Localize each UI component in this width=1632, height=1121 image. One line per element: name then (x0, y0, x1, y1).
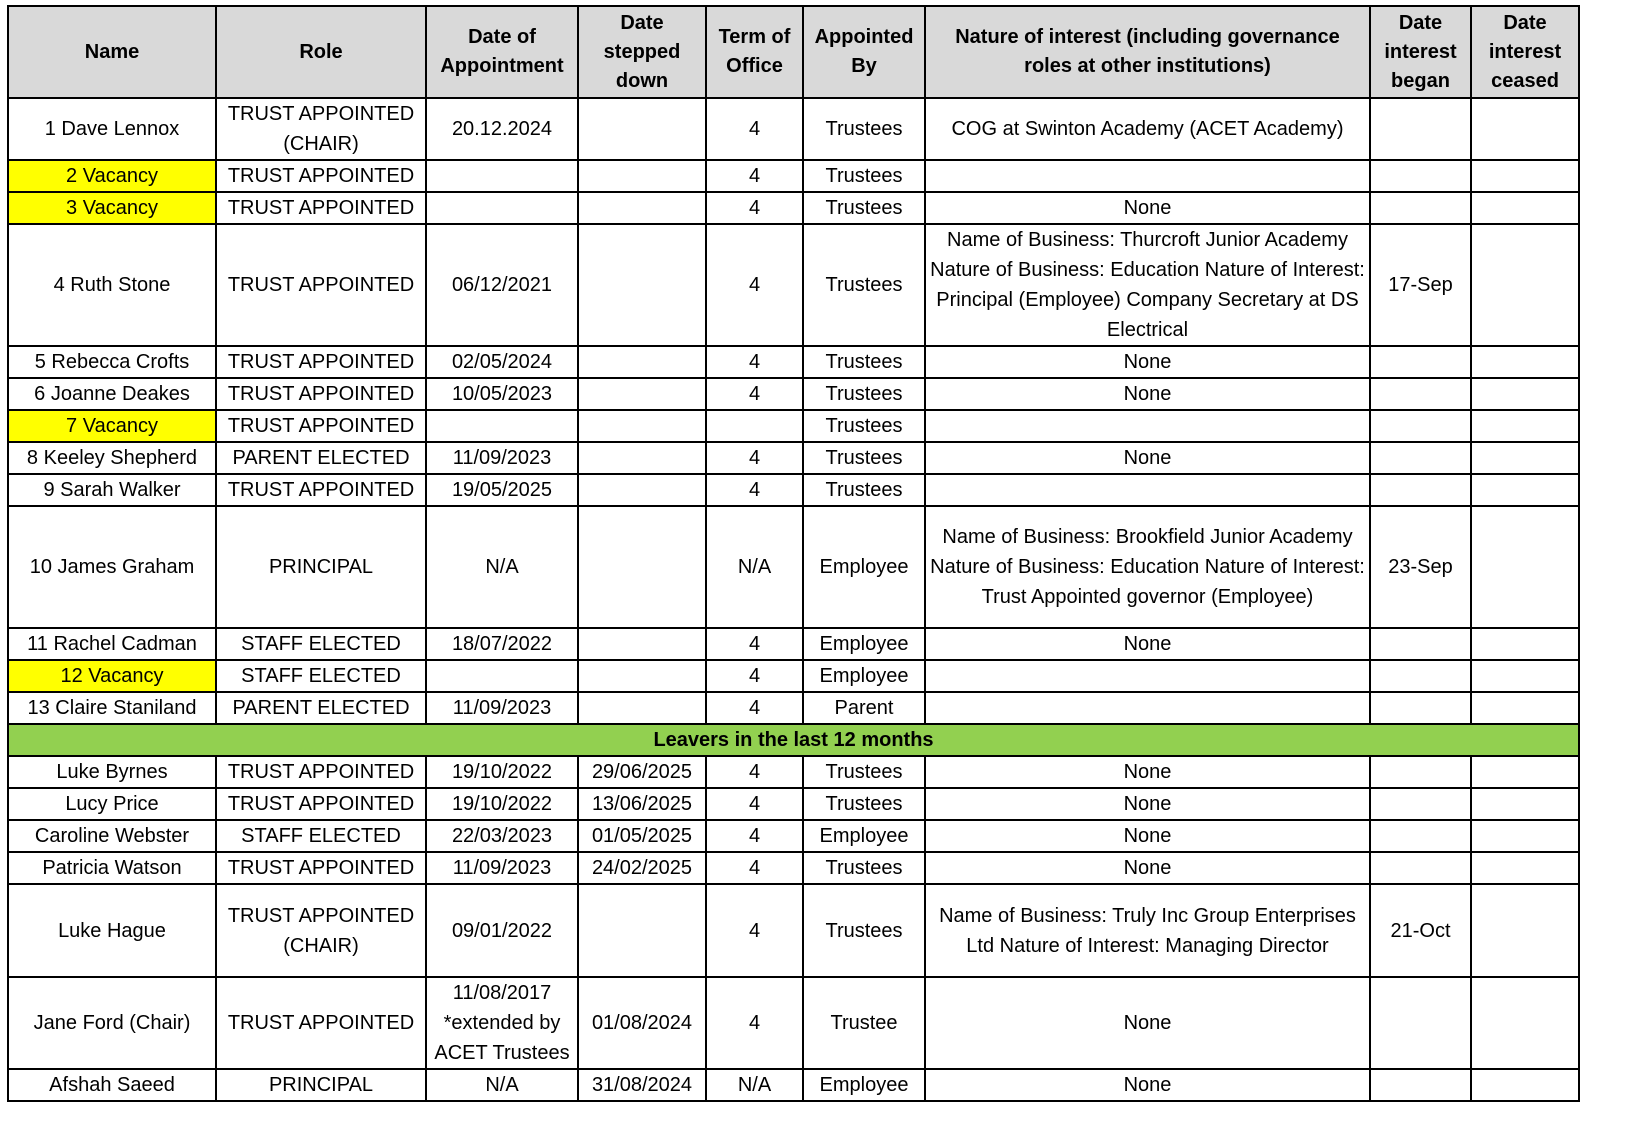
date-interest-ceased-cell (1471, 474, 1579, 506)
date-of-appointment-cell: 06/12/2021 (426, 224, 578, 346)
date-interest-began-cell: 21-Oct (1370, 884, 1471, 977)
date-of-appointment-cell: N/A (426, 506, 578, 628)
header-row (8, 6, 1579, 98)
date-stepped-down-cell: 01/05/2025 (578, 820, 706, 852)
role-cell: TRUST APPOINTED (216, 756, 426, 788)
term-of-office-cell: 4 (706, 442, 803, 474)
nature-of-interest-cell: Name of Business: Thurcroft Junior Academy Nature of Business: Education Nature of Interest: Principal (Employee) Company Secretary at DS Electrical (925, 224, 1370, 346)
date-interest-ceased-cell (1471, 977, 1579, 1069)
date-interest-ceased-cell (1471, 506, 1579, 628)
appointed-by-cell: Trustees (803, 378, 925, 410)
date-interest-ceased-cell (1471, 1069, 1579, 1101)
date-of-appointment-cell: 19/10/2022 (426, 756, 578, 788)
nature-of-interest-cell: None (925, 378, 1370, 410)
column-header-name: Name (8, 6, 216, 98)
role-cell: STAFF ELECTED (216, 628, 426, 660)
role-cell: TRUST APPOINTED (216, 788, 426, 820)
date-stepped-down-cell (578, 378, 706, 410)
nature-of-interest-cell: None (925, 756, 1370, 788)
column-header-term-of-office: Term of Office (706, 6, 803, 98)
date-of-appointment-cell: 20.12.2024 (426, 98, 578, 160)
nature-of-interest-cell: None (925, 442, 1370, 474)
term-of-office-cell: 4 (706, 474, 803, 506)
date-stepped-down-cell (578, 98, 706, 160)
current-governors-body (8, 98, 1579, 724)
date-of-appointment-cell: 11/09/2023 (426, 852, 578, 884)
term-of-office-cell: 4 (706, 977, 803, 1069)
name-cell: 11 Rachel Cadman (8, 628, 216, 660)
table-row (8, 378, 1579, 410)
role-cell: TRUST APPOINTED (216, 474, 426, 506)
nature-of-interest-cell: None (925, 346, 1370, 378)
term-of-office-cell (706, 410, 803, 442)
date-stepped-down-cell (578, 442, 706, 474)
appointed-by-cell: Trustees (803, 98, 925, 160)
date-stepped-down-cell: 13/06/2025 (578, 788, 706, 820)
appointed-by-cell: Trustees (803, 756, 925, 788)
date-of-appointment-cell (426, 410, 578, 442)
role-cell: PARENT ELECTED (216, 442, 426, 474)
leavers-section (8, 724, 1579, 756)
date-stepped-down-cell: 24/02/2025 (578, 852, 706, 884)
date-stepped-down-cell (578, 160, 706, 192)
date-interest-began-cell: 17-Sep (1370, 224, 1471, 346)
table-row (8, 788, 1579, 820)
term-of-office-cell: 4 (706, 692, 803, 724)
date-stepped-down-cell (578, 660, 706, 692)
name-cell: Jane Ford (Chair) (8, 977, 216, 1069)
name-cell: 10 James Graham (8, 506, 216, 628)
date-interest-began-cell (1370, 1069, 1471, 1101)
term-of-office-cell: 4 (706, 378, 803, 410)
date-of-appointment-cell: 10/05/2023 (426, 378, 578, 410)
date-interest-began-cell (1370, 410, 1471, 442)
name-cell: 9 Sarah Walker (8, 474, 216, 506)
role-cell: PARENT ELECTED (216, 692, 426, 724)
date-stepped-down-cell (578, 192, 706, 224)
nature-of-interest-cell: None (925, 1069, 1370, 1101)
table-row (8, 506, 1579, 628)
date-of-appointment-cell: 02/05/2024 (426, 346, 578, 378)
name-cell: Caroline Webster (8, 820, 216, 852)
date-interest-ceased-cell (1471, 692, 1579, 724)
date-of-appointment-cell: N/A (426, 1069, 578, 1101)
role-cell: STAFF ELECTED (216, 660, 426, 692)
role-cell: TRUST APPOINTED (216, 160, 426, 192)
name-cell: 13 Claire Staniland (8, 692, 216, 724)
appointed-by-cell: Employee (803, 1069, 925, 1101)
appointed-by-cell: Trustees (803, 442, 925, 474)
nature-of-interest-cell (925, 474, 1370, 506)
table-row (8, 224, 1579, 346)
date-stepped-down-cell (578, 506, 706, 628)
date-stepped-down-cell (578, 474, 706, 506)
name-cell: Lucy Price (8, 788, 216, 820)
appointment-date: 11/08/2017 (452, 982, 552, 1004)
nature-of-interest-cell: None (925, 788, 1370, 820)
date-interest-began-cell (1370, 692, 1471, 724)
date-interest-began-cell (1370, 977, 1471, 1069)
date-stepped-down-cell (578, 410, 706, 442)
term-of-office-cell: 4 (706, 756, 803, 788)
term-of-office-cell: 4 (706, 788, 803, 820)
date-interest-began-cell (1370, 98, 1471, 160)
leavers-body (8, 756, 1579, 1101)
date-interest-began-cell (1370, 788, 1471, 820)
nature-of-interest-cell: COG at Swinton Academy (ACET Academy) (925, 98, 1370, 160)
role-cell: PRINCIPAL (216, 506, 426, 628)
term-of-office-cell: 4 (706, 852, 803, 884)
date-stepped-down-cell: 01/08/2024 (578, 977, 706, 1069)
date-of-appointment-cell: 19/10/2022 (426, 788, 578, 820)
appointed-by-cell: Trustees (803, 852, 925, 884)
date-of-appointment-cell: 22/03/2023 (426, 820, 578, 852)
table-row (8, 410, 1579, 442)
table-row (8, 692, 1579, 724)
table-row (8, 160, 1579, 192)
date-interest-began-cell (1370, 628, 1471, 660)
name-cell: 7 Vacancy (8, 410, 216, 442)
appointed-by-cell: Trustees (803, 788, 925, 820)
date-of-appointment-cell: 18/07/2022 (426, 628, 578, 660)
appointed-by-cell: Employee (803, 506, 925, 628)
table-row (8, 442, 1579, 474)
role-cell: TRUST APPOINTED (216, 852, 426, 884)
date-interest-ceased-cell (1471, 346, 1579, 378)
term-of-office-cell: 4 (706, 224, 803, 346)
governance-table-container (7, 5, 1580, 1102)
term-of-office-cell: 4 (706, 98, 803, 160)
nature-of-interest-cell: None (925, 852, 1370, 884)
table-row (8, 628, 1579, 660)
name-cell: Luke Hague (8, 884, 216, 977)
term-of-office-cell: 4 (706, 346, 803, 378)
date-interest-ceased-cell (1471, 852, 1579, 884)
appointed-by-cell: Employee (803, 660, 925, 692)
name-cell: Patricia Watson (8, 852, 216, 884)
table-row (8, 660, 1579, 692)
name-cell: Luke Byrnes (8, 756, 216, 788)
role-cell: TRUST APPOINTED (216, 192, 426, 224)
table-row (8, 192, 1579, 224)
column-header-appointed-by: Appointed By (803, 6, 925, 98)
nature-of-interest-cell: None (925, 820, 1370, 852)
date-interest-ceased-cell (1471, 660, 1579, 692)
nature-of-interest-cell: None (925, 628, 1370, 660)
date-interest-ceased-cell (1471, 756, 1579, 788)
name-cell: 8 Keeley Shepherd (8, 442, 216, 474)
role-cell: TRUST APPOINTED (216, 410, 426, 442)
nature-of-interest-cell (925, 160, 1370, 192)
appointed-by-cell: Trustees (803, 160, 925, 192)
table-row (8, 98, 1579, 160)
date-of-appointment-cell (426, 192, 578, 224)
appointed-by-cell: Trustees (803, 884, 925, 977)
column-header-nature-of-interest: Nature of interest (including governance roles at other institutions) (925, 6, 1370, 98)
date-interest-ceased-cell (1471, 160, 1579, 192)
date-interest-ceased-cell (1471, 442, 1579, 474)
table-row (8, 346, 1579, 378)
column-header-date-stepped-down: Date stepped down (578, 6, 706, 98)
nature-of-interest-cell: None (925, 977, 1370, 1069)
date-of-appointment-cell (426, 160, 578, 192)
nature-of-interest-cell (925, 410, 1370, 442)
date-interest-began-cell (1370, 820, 1471, 852)
role-cell: TRUST APPOINTED (216, 977, 426, 1069)
role-cell: TRUST APPOINTED (216, 224, 426, 346)
role-cell: TRUST APPOINTED (CHAIR) (216, 884, 426, 977)
table-row (8, 1069, 1579, 1101)
date-stepped-down-cell (578, 224, 706, 346)
date-interest-began-cell (1370, 474, 1471, 506)
name-cell: 12 Vacancy (8, 660, 216, 692)
term-of-office-cell: 4 (706, 820, 803, 852)
date-interest-began-cell (1370, 160, 1471, 192)
nature-of-interest-cell: Name of Business: Brookfield Junior Academy Nature of Business: Education Nature of Interest: Trust Appointed governor (Employee) (925, 506, 1370, 628)
appointed-by-cell: Employee (803, 820, 925, 852)
table-row (8, 977, 1579, 1069)
date-interest-ceased-cell (1471, 98, 1579, 160)
date-of-appointment-cell: 11/09/2023 (426, 442, 578, 474)
term-of-office-cell: N/A (706, 506, 803, 628)
role-cell: STAFF ELECTED (216, 820, 426, 852)
appointed-by-cell: Employee (803, 628, 925, 660)
nature-of-interest-cell (925, 692, 1370, 724)
column-header-date-interest-ceased: Date interest ceased (1471, 6, 1579, 98)
date-stepped-down-cell: 31/08/2024 (578, 1069, 706, 1101)
date-stepped-down-cell (578, 346, 706, 378)
leavers-section-row (8, 724, 1579, 756)
term-of-office-cell: 4 (706, 160, 803, 192)
date-stepped-down-cell (578, 884, 706, 977)
date-of-appointment-cell: 11/09/2023 (426, 692, 578, 724)
appointed-by-cell: Trustees (803, 224, 925, 346)
date-interest-ceased-cell (1471, 820, 1579, 852)
term-of-office-cell: 4 (706, 628, 803, 660)
date-of-appointment-cell: 19/05/2025 (426, 474, 578, 506)
table-row (8, 884, 1579, 977)
role-cell: TRUST APPOINTED (216, 378, 426, 410)
date-interest-ceased-cell (1471, 788, 1579, 820)
column-header-date-interest-began: Date interest began (1370, 6, 1471, 98)
date-interest-began-cell (1370, 756, 1471, 788)
name-cell: 2 Vacancy (8, 160, 216, 192)
table-row (8, 820, 1579, 852)
date-stepped-down-cell (578, 628, 706, 660)
name-cell: 6 Joanne Deakes (8, 378, 216, 410)
nature-of-interest-cell: None (925, 192, 1370, 224)
name-cell: 3 Vacancy (8, 192, 216, 224)
date-of-appointment-cell: 09/01/2022 (426, 884, 578, 977)
date-interest-began-cell (1370, 660, 1471, 692)
name-cell: 1 Dave Lennox (8, 98, 216, 160)
date-interest-ceased-cell (1471, 192, 1579, 224)
table-row (8, 756, 1579, 788)
role-cell: TRUST APPOINTED (CHAIR) (216, 98, 426, 160)
date-interest-began-cell (1370, 442, 1471, 474)
date-interest-began-cell: 23-Sep (1370, 506, 1471, 628)
appointed-by-cell: Trustees (803, 474, 925, 506)
date-interest-ceased-cell (1471, 378, 1579, 410)
role-cell: PRINCIPAL (216, 1069, 426, 1101)
term-of-office-cell: 4 (706, 192, 803, 224)
appointed-by-cell: Trustees (803, 410, 925, 442)
date-of-appointment-cell (426, 660, 578, 692)
date-interest-ceased-cell (1471, 410, 1579, 442)
term-of-office-cell: 4 (706, 884, 803, 977)
date-interest-began-cell (1370, 192, 1471, 224)
date-interest-began-cell (1370, 378, 1471, 410)
name-cell: 4 Ruth Stone (8, 224, 216, 346)
term-of-office-cell: N/A (706, 1069, 803, 1101)
nature-of-interest-cell: Name of Business: Truly Inc Group Enterprises Ltd Nature of Interest: Managing Director (925, 884, 1370, 977)
column-header-date-of-appointment: Date of Appointment (426, 6, 578, 98)
table-row (8, 852, 1579, 884)
appointed-by-cell: Trustee (803, 977, 925, 1069)
table-row (8, 474, 1579, 506)
date-stepped-down-cell (578, 692, 706, 724)
nature-of-interest-cell (925, 660, 1370, 692)
name-cell: 5 Rebecca Crofts (8, 346, 216, 378)
term-of-office-cell: 4 (706, 660, 803, 692)
leavers-section-heading: Leavers in the last 12 months (8, 724, 1579, 756)
date-interest-ceased-cell (1471, 628, 1579, 660)
date-of-appointment-cell (426, 977, 578, 1069)
appointed-by-cell: Trustees (803, 346, 925, 378)
date-interest-ceased-cell (1471, 224, 1579, 346)
governors-register-table (7, 5, 1580, 1102)
name-cell: Afshah Saeed (8, 1069, 216, 1101)
column-header-role: Role (216, 6, 426, 98)
appointed-by-cell: Trustees (803, 192, 925, 224)
date-interest-ceased-cell (1471, 884, 1579, 977)
appointment-note: *extended by ACET Trustees (434, 1012, 570, 1064)
appointed-by-cell: Parent (803, 692, 925, 724)
role-cell: TRUST APPOINTED (216, 346, 426, 378)
date-interest-began-cell (1370, 852, 1471, 884)
date-stepped-down-cell: 29/06/2025 (578, 756, 706, 788)
date-interest-began-cell (1370, 346, 1471, 378)
